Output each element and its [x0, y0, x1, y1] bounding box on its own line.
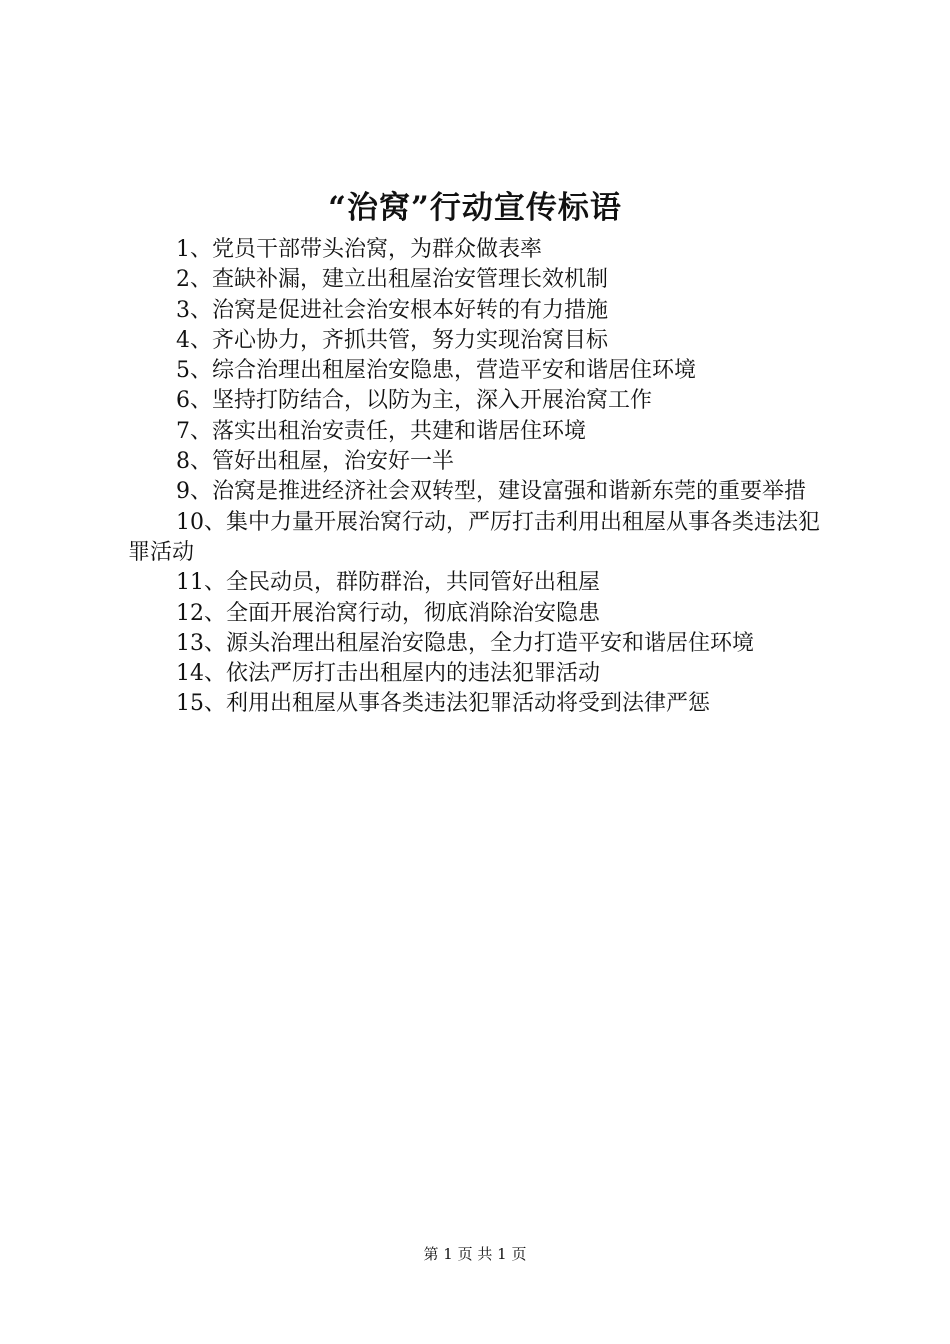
page-number-footer: 第 1 页 共 1 页	[423, 1245, 527, 1263]
slogan-item: 12、全面开展治窝行动，彻底消除治安隐患	[176, 600, 600, 626]
slogan-item: 7、落实出租治安责任，共建和谐居住环境	[176, 418, 586, 444]
slogan-item: 2、查缺补漏，建立出租屋治安管理长效机制	[176, 267, 608, 293]
slogan-item: 3、治窝是促进社会治安根本好转的有力措施	[176, 297, 608, 323]
slogan-item: 10、集中力量开展治窝行动，严厉打击利用出租屋从事各类违法犯罪活动	[128, 509, 820, 565]
slogan-item: 9、治窝是推进经济社会双转型，建设富强和谐新东莞的重要举措	[176, 479, 806, 505]
slogan-item: 13、源头治理出租屋治安隐患，全力打造平安和谐居住环境	[176, 630, 754, 656]
slogan-item: 1、党员干部带头治窝，为群众做表率	[176, 237, 542, 262]
slogan-item: 14、依法严厉打击出租屋内的违法犯罪活动	[176, 661, 600, 687]
slogan-item: 8、管好出租屋，治安好一半	[176, 449, 454, 475]
slogan-item: 6、坚持打防结合，以防为主，深入开展治窝工作	[176, 388, 652, 414]
document-title: “治窝”行动宣传标语	[328, 190, 622, 226]
slogan-item: 5、综合治理出租屋治安隐患，营造平安和谐居住环境	[176, 358, 696, 384]
slogan-list	[128, 235, 836, 720]
slogan-item: 11、全民动员，群防群治，共同管好出租屋	[176, 570, 600, 596]
slogan-item: 4、齐心协力，齐抓共管，努力实现治窝目标	[176, 327, 608, 353]
slogan-item: 15、利用出租屋从事各类违法犯罪活动将受到法律严惩	[176, 691, 710, 717]
